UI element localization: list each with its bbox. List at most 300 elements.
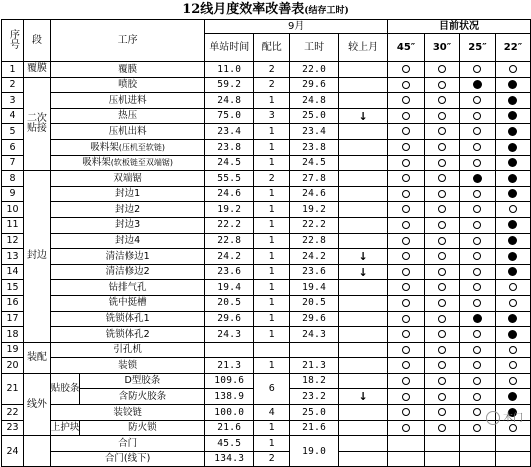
cell-subsection: 贴胶条 xyxy=(50,373,80,404)
cell-status xyxy=(425,405,460,421)
cell-man-hour: 19.0 xyxy=(290,436,339,467)
cell-station-time: 75.0 xyxy=(205,108,254,124)
filled-circle-icon xyxy=(508,127,517,136)
cell-status xyxy=(495,171,530,187)
cell-status xyxy=(495,295,530,311)
cell-man-hour: 22.2 xyxy=(290,217,339,233)
cell-status xyxy=(388,420,425,436)
watermark: 木门 xyxy=(486,409,523,425)
table-row xyxy=(2,373,531,389)
cell-ratio: 1 xyxy=(254,155,290,171)
cell-status xyxy=(495,327,530,343)
cell-station-time: 23.6 xyxy=(205,264,254,280)
cell-process: 装铰链 xyxy=(50,405,204,421)
cell-station-time: 24.5 xyxy=(205,155,254,171)
table-row xyxy=(2,93,531,109)
cell-ratio: 1 xyxy=(254,217,290,233)
efficiency-table xyxy=(1,19,531,467)
cell-status xyxy=(388,217,425,233)
empty-circle-icon xyxy=(438,377,446,385)
table-row xyxy=(2,295,531,311)
cell-vs-last xyxy=(339,327,388,343)
header-speed-25: 25″ xyxy=(460,34,496,62)
empty-circle-icon xyxy=(438,330,446,338)
filled-circle-icon xyxy=(508,252,517,261)
cell-process: 含防火胶条 xyxy=(80,389,205,405)
cell-status xyxy=(425,93,460,109)
empty-circle-icon xyxy=(438,408,446,416)
cell-status xyxy=(425,233,460,249)
cell-status xyxy=(460,108,496,124)
cell-vs-last xyxy=(339,233,388,249)
table-row xyxy=(2,420,531,436)
cell-vs-last xyxy=(339,373,388,389)
cell-status xyxy=(388,342,425,358)
cell-man-hour: 24.6 xyxy=(290,186,339,202)
empty-circle-icon xyxy=(473,112,481,120)
empty-circle-icon xyxy=(438,252,446,260)
cell-ratio: 1 xyxy=(254,264,290,280)
cell-vs-last xyxy=(339,186,388,202)
empty-circle-icon xyxy=(402,127,410,135)
cell-status xyxy=(460,249,496,265)
cell-status xyxy=(388,233,425,249)
cell-ratio: 3 xyxy=(254,108,290,124)
empty-circle-icon xyxy=(473,330,481,338)
cell-status xyxy=(425,436,460,452)
empty-circle-icon xyxy=(402,81,410,89)
cell-man-hour: 21.3 xyxy=(290,358,339,374)
cell-ratio xyxy=(254,342,290,358)
cell-process: D型胶条 xyxy=(80,373,205,389)
cell-man-hour: 23.8 xyxy=(290,139,339,155)
header-speed-45: 45″ xyxy=(388,34,425,62)
filled-circle-icon xyxy=(508,220,517,229)
cell-ratio: 1 xyxy=(254,139,290,155)
cell-section: 覆膜 xyxy=(23,62,50,78)
cell-status xyxy=(460,280,496,296)
cell-status xyxy=(460,451,496,467)
cell-status xyxy=(425,124,460,140)
header-section: 段 xyxy=(23,20,50,62)
cell-ratio: 1 xyxy=(254,436,290,452)
cell-status xyxy=(460,342,496,358)
cell-process: 压机进料 xyxy=(50,93,204,109)
cell-ratio: 2 xyxy=(254,171,290,187)
cell-status xyxy=(495,186,530,202)
empty-circle-icon xyxy=(438,237,446,245)
header-process: 工序 xyxy=(50,20,204,62)
empty-circle-icon xyxy=(473,377,481,385)
cell-ratio: 1 xyxy=(254,93,290,109)
cell-ratio: 1 xyxy=(254,186,290,202)
cell-vs-last xyxy=(339,280,388,296)
cell-ratio: 1 xyxy=(254,295,290,311)
cell-status xyxy=(495,249,530,265)
cell-status xyxy=(425,389,460,405)
cell-ratio: 1 xyxy=(254,124,290,140)
cell-vs-last xyxy=(339,139,388,155)
cell-section: 二次 贴接 xyxy=(23,77,50,171)
empty-circle-icon xyxy=(438,127,446,135)
cell-status xyxy=(460,311,496,327)
empty-circle-icon xyxy=(438,393,446,401)
cell-status xyxy=(425,202,460,218)
header-speed-30: 30″ xyxy=(425,34,460,62)
cell-process: 吸料架(压机至软链) xyxy=(50,139,204,155)
empty-circle-icon xyxy=(402,65,410,73)
empty-circle-icon xyxy=(402,205,410,213)
cell-status xyxy=(388,62,425,78)
cell-ratio: 1 xyxy=(254,327,290,343)
table-row xyxy=(2,451,531,467)
cell-station-time: 24.8 xyxy=(205,93,254,109)
cell-station-time: 45.5 xyxy=(205,436,254,452)
cell-station-time: 21.6 xyxy=(205,420,254,436)
cell-ratio: 6 xyxy=(254,373,290,404)
cell-vs-last xyxy=(339,202,388,218)
cell-seq: 14 xyxy=(2,264,24,280)
cell-status xyxy=(460,233,496,249)
cell-vs-last: ↓ xyxy=(339,249,388,265)
empty-circle-icon xyxy=(402,252,410,260)
cell-status xyxy=(495,124,530,140)
cell-vs-last xyxy=(339,436,388,452)
filled-circle-icon xyxy=(508,96,517,105)
cell-status xyxy=(425,186,460,202)
cell-seq: 11 xyxy=(2,217,24,233)
cell-ratio: 1 xyxy=(254,358,290,374)
header-ratio: 配比 xyxy=(254,34,290,62)
cell-man-hour: 19.4 xyxy=(290,280,339,296)
cell-status xyxy=(495,311,530,327)
cell-man-hour: 25.0 xyxy=(290,108,339,124)
cell-status xyxy=(495,62,530,78)
cell-status xyxy=(425,217,460,233)
cell-station-time: 23.4 xyxy=(205,124,254,140)
cell-process: 双端锯 xyxy=(50,171,204,187)
wechat-icon xyxy=(486,411,500,425)
cell-process: 封边1 xyxy=(50,186,204,202)
empty-circle-icon xyxy=(473,424,481,432)
cell-seq: 1 xyxy=(2,62,24,78)
cell-status xyxy=(388,405,425,421)
cell-ratio: 1 xyxy=(254,249,290,265)
filled-circle-icon xyxy=(508,392,517,401)
table-row xyxy=(2,108,531,124)
table-row xyxy=(2,327,531,343)
cell-status xyxy=(388,171,425,187)
empty-circle-icon xyxy=(402,330,410,338)
header-speed-22: 22″ xyxy=(495,34,530,62)
empty-circle-icon xyxy=(402,221,410,229)
table-row xyxy=(2,124,531,140)
cell-station-time xyxy=(205,342,254,358)
cell-status xyxy=(460,62,496,78)
cell-ratio: 2 xyxy=(254,451,290,467)
cell-seq: 23 xyxy=(2,420,24,436)
cell-status xyxy=(425,108,460,124)
cell-vs-last xyxy=(339,171,388,187)
cell-seq: 2 xyxy=(2,77,24,93)
cell-status xyxy=(495,93,530,109)
cell-man-hour: 23.2 xyxy=(290,389,339,405)
empty-circle-icon xyxy=(438,361,446,369)
cell-seq: 4 xyxy=(2,108,24,124)
empty-circle-icon xyxy=(402,159,410,167)
empty-circle-icon xyxy=(438,346,446,354)
cell-man-hour: 27.8 xyxy=(290,171,339,187)
cell-man-hour: 20.5 xyxy=(290,295,339,311)
cell-vs-last xyxy=(339,124,388,140)
filled-circle-icon xyxy=(508,314,517,323)
cell-ratio: 2 xyxy=(254,62,290,78)
empty-circle-icon xyxy=(509,299,517,307)
filled-circle-icon xyxy=(508,174,517,183)
cell-station-time: 19.4 xyxy=(205,280,254,296)
empty-circle-icon xyxy=(473,252,481,260)
cell-seq: 16 xyxy=(2,295,24,311)
cell-seq: 5 xyxy=(2,124,24,140)
cell-status xyxy=(460,186,496,202)
empty-circle-icon xyxy=(402,377,410,385)
cell-process: 吸料架(软板链至双端锯) xyxy=(50,155,204,171)
header-seq: 序号 xyxy=(2,20,24,62)
table-row xyxy=(2,139,531,155)
table-row xyxy=(2,171,531,187)
cell-seq: 13 xyxy=(2,249,24,265)
empty-circle-icon xyxy=(438,190,446,198)
empty-circle-icon xyxy=(438,205,446,213)
cell-man-hour: 24.5 xyxy=(290,155,339,171)
empty-circle-icon xyxy=(509,361,517,369)
cell-station-time: 109.6 xyxy=(205,373,254,389)
cell-station-time: 138.9 xyxy=(205,389,254,405)
cell-status xyxy=(495,77,530,93)
cell-man-hour: 19.2 xyxy=(290,202,339,218)
cell-status xyxy=(425,342,460,358)
cell-status xyxy=(460,264,496,280)
cell-process: 防火锁 xyxy=(80,420,205,436)
cell-status xyxy=(388,186,425,202)
empty-circle-icon xyxy=(473,408,481,416)
filled-circle-icon xyxy=(473,174,482,183)
empty-circle-icon xyxy=(438,268,446,276)
cell-status xyxy=(425,373,460,389)
cell-process: 封边4 xyxy=(50,233,204,249)
table-row xyxy=(2,311,531,327)
cell-status xyxy=(495,451,530,467)
empty-circle-icon xyxy=(438,65,446,73)
cell-status xyxy=(388,311,425,327)
cell-station-time: 24.3 xyxy=(205,327,254,343)
cell-status xyxy=(388,295,425,311)
cell-process: 压机出料 xyxy=(50,124,204,140)
cell-process: 封边2 xyxy=(50,202,204,218)
empty-circle-icon xyxy=(438,143,446,151)
empty-circle-icon xyxy=(509,283,517,291)
cell-status xyxy=(425,139,460,155)
cell-vs-last xyxy=(339,77,388,93)
cell-station-time: 24.6 xyxy=(205,186,254,202)
cell-status xyxy=(460,93,496,109)
cell-section: 线外 xyxy=(23,373,50,435)
cell-status xyxy=(460,202,496,218)
cell-status xyxy=(425,62,460,78)
cell-seq: 9 xyxy=(2,186,24,202)
cell-process: 清洁修边2 xyxy=(50,264,204,280)
empty-circle-icon xyxy=(473,299,481,307)
cell-station-time: 59.2 xyxy=(205,77,254,93)
cell-status xyxy=(388,280,425,296)
table-row xyxy=(2,202,531,218)
cell-process: 铣锁体孔1 xyxy=(50,311,204,327)
header-month: 9月 xyxy=(205,20,388,34)
table-row xyxy=(2,436,531,452)
filled-circle-icon xyxy=(508,111,517,120)
empty-circle-icon xyxy=(473,159,481,167)
cell-man-hour: 24.3 xyxy=(290,327,339,343)
cell-station-time: 24.2 xyxy=(205,249,254,265)
table-row xyxy=(2,155,531,171)
cell-status xyxy=(460,327,496,343)
empty-circle-icon xyxy=(438,315,446,323)
cell-seq: 7 xyxy=(2,155,24,171)
filled-circle-icon xyxy=(508,158,517,167)
cell-status xyxy=(495,280,530,296)
cell-station-time: 22.2 xyxy=(205,217,254,233)
filled-circle-icon xyxy=(508,267,517,276)
table-row xyxy=(2,249,531,265)
title-subtitle: (结存工时) xyxy=(304,6,349,16)
empty-circle-icon xyxy=(509,205,517,213)
cell-status xyxy=(425,327,460,343)
cell-vs-last: ↓ xyxy=(339,264,388,280)
cell-process: 铣中挺槽 xyxy=(50,295,204,311)
empty-circle-icon xyxy=(473,127,481,135)
empty-circle-icon xyxy=(473,268,481,276)
cell-status xyxy=(495,358,530,374)
table-row xyxy=(2,405,531,421)
cell-station-time: 22.8 xyxy=(205,233,254,249)
cell-status xyxy=(388,264,425,280)
empty-circle-icon xyxy=(473,143,481,151)
header-man-hour: 工时 xyxy=(290,34,339,62)
cell-seq: 15 xyxy=(2,280,24,296)
cell-seq: 21 xyxy=(2,373,24,404)
empty-circle-icon xyxy=(402,237,410,245)
cell-man-hour: 23.4 xyxy=(290,124,339,140)
cell-process: 钻排气孔 xyxy=(50,280,204,296)
cell-process: 铣锁体孔2 xyxy=(50,327,204,343)
cell-station-time: 19.2 xyxy=(205,202,254,218)
cell-station-time: 23.8 xyxy=(205,139,254,155)
cell-station-time: 11.0 xyxy=(205,62,254,78)
empty-circle-icon xyxy=(402,96,410,104)
empty-circle-icon xyxy=(473,361,481,369)
cell-man-hour xyxy=(290,342,339,358)
filled-circle-icon xyxy=(508,330,517,339)
table-title xyxy=(0,0,531,19)
cell-man-hour: 18.2 xyxy=(290,373,339,389)
cell-status xyxy=(425,77,460,93)
cell-status xyxy=(495,139,530,155)
table-row xyxy=(2,342,531,358)
cell-status xyxy=(425,249,460,265)
empty-circle-icon xyxy=(438,424,446,432)
cell-section: 装配 xyxy=(23,342,50,373)
cell-status xyxy=(460,124,496,140)
cell-seq: 24 xyxy=(2,436,24,467)
cell-status xyxy=(425,451,460,467)
cell-vs-last: ↓ xyxy=(339,389,388,405)
cell-man-hour: 22.8 xyxy=(290,233,339,249)
cell-status xyxy=(460,217,496,233)
cell-vs-last xyxy=(339,420,388,436)
cell-status xyxy=(388,451,425,467)
cell-vs-last xyxy=(339,451,388,467)
empty-circle-icon xyxy=(473,237,481,245)
cell-ratio: 1 xyxy=(254,420,290,436)
cell-status xyxy=(388,436,425,452)
cell-status xyxy=(495,155,530,171)
cell-seq: 20 xyxy=(2,358,24,374)
cell-vs-last xyxy=(339,311,388,327)
filled-circle-icon xyxy=(473,80,482,89)
cell-status xyxy=(388,124,425,140)
cell-seq: 8 xyxy=(2,171,24,187)
cell-status xyxy=(495,436,530,452)
empty-circle-icon xyxy=(402,361,410,369)
cell-status xyxy=(388,358,425,374)
empty-circle-icon xyxy=(402,424,410,432)
cell-status xyxy=(425,155,460,171)
empty-circle-icon xyxy=(402,283,410,291)
cell-vs-last xyxy=(339,217,388,233)
empty-circle-icon xyxy=(438,96,446,104)
empty-circle-icon xyxy=(438,299,446,307)
cell-status xyxy=(425,311,460,327)
cell-seq: 22 xyxy=(2,405,24,421)
filled-circle-icon xyxy=(508,143,517,152)
empty-circle-icon xyxy=(438,159,446,167)
empty-circle-icon xyxy=(509,377,517,385)
table-row xyxy=(2,62,531,78)
table-row xyxy=(2,77,531,93)
cell-seq: 6 xyxy=(2,139,24,155)
cell-process: 清洁修边1 xyxy=(50,249,204,265)
empty-circle-icon xyxy=(438,221,446,229)
empty-circle-icon xyxy=(438,283,446,291)
cell-status xyxy=(460,155,496,171)
cell-status xyxy=(388,373,425,389)
cell-station-time: 100.0 xyxy=(205,405,254,421)
cell-seq: 17 xyxy=(2,311,24,327)
cell-station-time: 134.3 xyxy=(205,451,254,467)
header-vs-last: 较上月 xyxy=(339,34,388,62)
cell-process: 喷胶 xyxy=(50,77,204,93)
header-station-time: 单站时间 xyxy=(205,34,254,62)
cell-status xyxy=(425,171,460,187)
empty-circle-icon xyxy=(473,283,481,291)
cell-ratio: 1 xyxy=(254,311,290,327)
empty-circle-icon xyxy=(402,190,410,198)
cell-man-hour: 29.6 xyxy=(290,311,339,327)
cell-status xyxy=(460,139,496,155)
cell-station-time: 20.5 xyxy=(205,295,254,311)
cell-man-hour: 29.6 xyxy=(290,77,339,93)
empty-circle-icon xyxy=(438,112,446,120)
